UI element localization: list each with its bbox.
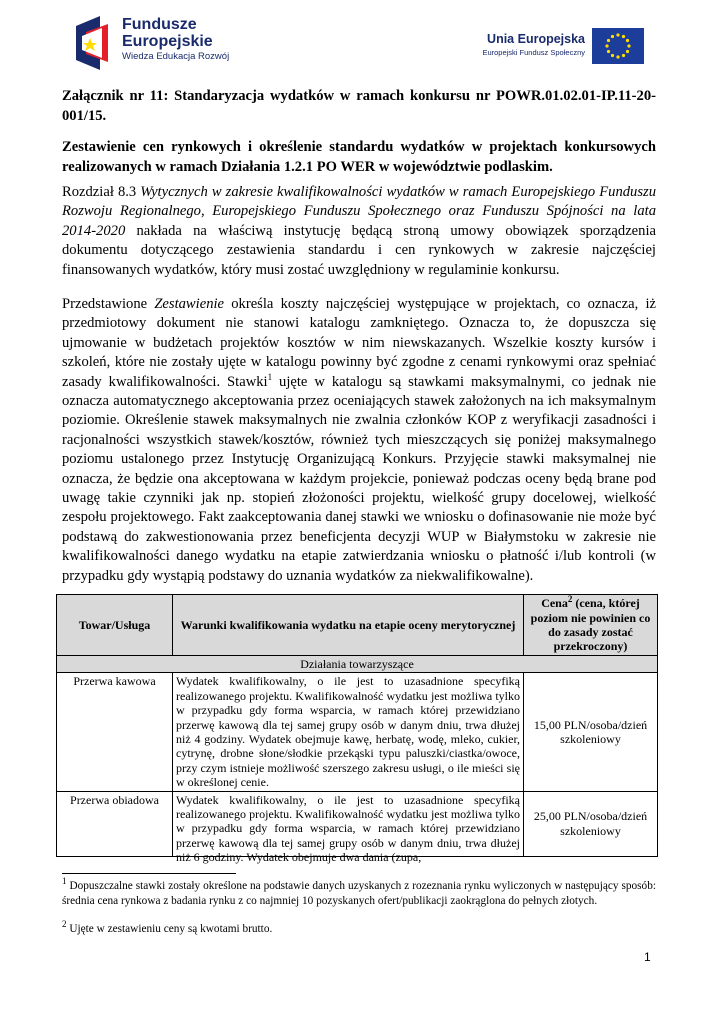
footnote-ref-1[interactable]: 1 [267, 371, 273, 382]
footnote-2-mark: 2 [62, 919, 67, 930]
row-price: 15,00 PLN/osoba/dzień szkoleniowy [524, 673, 658, 791]
footnote-ref-2[interactable]: 2 [567, 594, 573, 605]
header-cena-rest: (cena, której poziom nie powinien co do zasady zostać przekroczony) [530, 596, 651, 654]
section-dzialania-towarzyszace: Działania towarzyszące [57, 656, 658, 673]
page-number: 1 [644, 950, 651, 964]
row-price: 25,00 PLN/osoba/dzień szkoleniowy [524, 791, 658, 856]
table-row [57, 791, 658, 856]
section-row [57, 656, 658, 673]
logo-line-fundusze: Fundusze [122, 16, 197, 33]
footnote-1-mark: 1 [62, 876, 67, 887]
row-conditions-cell [173, 791, 524, 865]
table-header-row [57, 595, 658, 656]
scope-paragraph [62, 295, 656, 586]
logo-line-unia-europejska: Unia Europejska [487, 32, 585, 46]
fundusze-europejskie-wordmark [122, 16, 229, 63]
intro-guidelines-title: Wytycznych w zakresie kwalifikowalności wydatków w ramach Europejskiego Funduszu Rozwoju Regionalnego, Europejskiego Funduszu Społecznego oraz Funduszu Spójności na lata 2014-2020 [62, 184, 656, 239]
scope-lead: Przedstawione [62, 296, 155, 312]
intro-paragraph [62, 183, 656, 280]
logo-line-tagline: Wiedza Edukacja Rozwój [122, 51, 230, 62]
document-subtitle: Zestawienie cen rynkowych i określenie standardu wydatków w projektach konkursowych realizowanych w ramach Działania 1.2.1 PO WER w województwie podlaskim. [62, 139, 656, 175]
eu-flag-icon [592, 28, 644, 64]
header-cena [524, 595, 658, 656]
header-cena-lead: Cena [541, 596, 568, 611]
document-title: Załącznik nr 11: Standaryzacja wydatków w ramach konkursu nr POWR.01.02.01-IP.11-20-001/15. [62, 88, 656, 124]
scope-zestawienie: Zestawienie [154, 296, 225, 312]
fundusze-europejskie-logo [70, 14, 240, 74]
scope-part2: ujęte w katalogu są stawkami maksymalnymi, co jednak nie oznacza automatycznego akceptowania przez oceniających stawek założonych na ich maksymalnym poziomie. Określenie stawek maksymalnych nie zwalnia członków KOP z weryfikacji zasadności i racjonalności wszystkich stawek/kosztów, również tych mieszczących się poniżej maksymalnego poziomu ustalonego przez Instytucję Organizującą Konkurs. Przyjęcie stawki maksymalnej nie oznacza, że będzie ona akceptowana w każdym projekcie, ponieważ podczas oceny będą brane pod uwagę takie czynniki jak np. stopień złożoności projektu, wielkość grupy docelowej, wielkość zespołu projektowego. Fakt zaakceptowania danej stawki we wniosku o dofinasowanie nie może być podstawą do zakwestionowania przez beneficjenta decyzji WUP w Białymstoku w zakresie nie kwalifikowalności danego wydatku na etapie zatwierdzania wniosku o płatność i/lub kontroli (w przypadku gdy wystąpią podstawy do uznania wydatków za niekwalifikowalne). [62, 373, 656, 584]
header-towar-usluga: Towar/Usługa [57, 595, 173, 656]
standards-table [56, 594, 658, 865]
row-item: Przerwa obiadowa [57, 791, 173, 856]
intro-rest: nakłada na właściwą instytucję będącą stroną umowy obowiązek sporządzenia dokumentu dotyczącego zestawienia standardu i cen rynkowych w zakresie najczęściej finansowanych wydatków, który musi zostać uwzględniony w regulaminie konkursu. [62, 222, 656, 278]
footnote-separator [62, 873, 236, 874]
logo-line-efs: Europejski Fundusz Społeczny [482, 48, 585, 57]
intro-lead: Rozdział 8.3 [62, 184, 141, 200]
fundusze-europejskie-star-icon [76, 16, 116, 70]
row-conditions: Wydatek kwalifikowalny, o ile jest to uzasadnione specyfiką realizowanego projektu. Kwalifikowalność wydatku jest możliwa tylko w przypadku gdy forma wsparcia, w ramach której przewidziano przerwę kawową dla tej samej grupy osób w danym dniu, trwa dłużej niż 6 godziny. Wydatek obejmuje dwa dania (zupa, [176, 792, 520, 865]
unia-europejska-logo [470, 28, 650, 72]
footnote-2 [62, 919, 656, 937]
scope-part1: określa koszty najczęściej występujące w projektach, co oznacza, iż przedmiotowy dokument nie stanowi katalogu zamkniętego. Oznacza to, że dopuszcza się ujmowanie w budżetach projektów kosztów w nim niewskazanych. Wszelkie koszty kursów i szkoleń, które nie zostały ujęte w katalogu powinny być zgodne z cenami rynkowymi oraz spełniać zasady kwalifikowalności. Stawki [62, 296, 656, 390]
row-item: Przerwa kawowa [57, 673, 173, 791]
footnote-1 [62, 876, 656, 908]
footnote-1-text: Dopuszczalne stawki zostały określone na podstawie danych uzyskanych z rozeznania rynku wyliczonych w następujący sposób: średnia cena rynkowa z badania rynku z co najmniej 10 pozyskanych ofert/publikacji zaokrąglona do pełnych złotych. [62, 880, 656, 907]
row-conditions: Wydatek kwalifikowalny, o ile jest to uzasadnione specyfiką realizowanego projektu. Kwalifikowalność wydatku jest możliwa tylko w przypadku gdy forma wsparcia, w ramach której przewidziano przerwę kawową dla tej samej grupy osób w danym dniu, trwa dłużej niż 4 godziny. Wydatek obejmuje kawę, herbatę, wodę, mleko, cukier, cytrynę, drobne słone/słodkie przekąski typu paluszki/ciastka/owoce, przy czym istnieje możliwość szerszego zakresu usługi, o ile mieści się w określonej cenie. [173, 673, 524, 791]
logo-line-europejskie: Europejskie [122, 33, 213, 50]
footnote-2-text: Ujęte w zestawieniu ceny są kwotami brutto. [69, 923, 273, 935]
header-warunki: Warunki kwalifikowania wydatku na etapie oceny merytorycznej [173, 595, 524, 656]
table-row [57, 673, 658, 791]
unia-europejska-wordmark [470, 32, 585, 58]
